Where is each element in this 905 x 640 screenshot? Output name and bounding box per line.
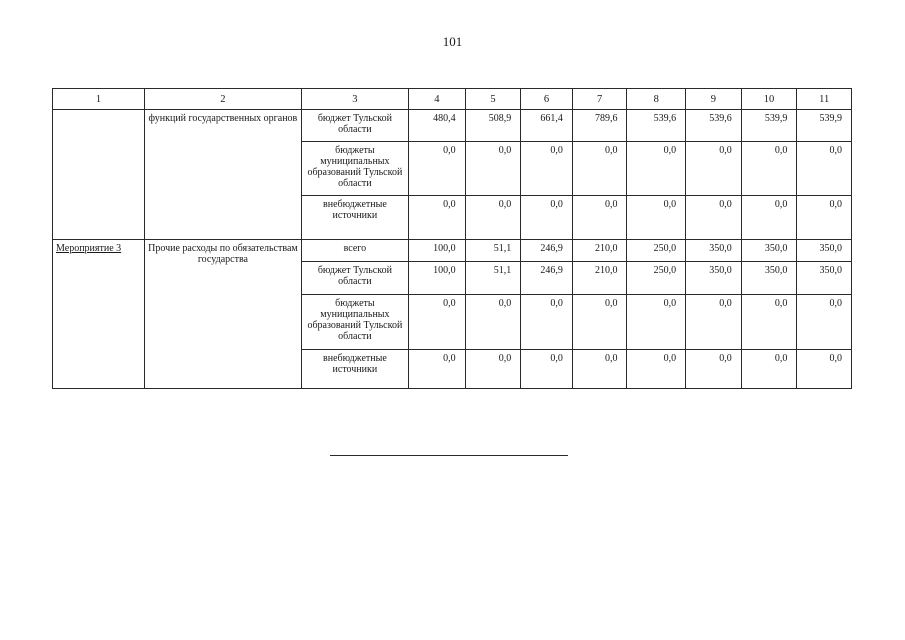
header-cell: 10 <box>741 89 797 110</box>
value-cell: 0,0 <box>741 295 797 350</box>
header-cell: 1 <box>53 89 145 110</box>
header-cell: 7 <box>572 89 627 110</box>
value-cell: 789,6 <box>572 110 627 142</box>
value-cell: 0,0 <box>521 142 573 196</box>
source-cell: внебюджетные источники <box>301 350 408 389</box>
value-cell: 0,0 <box>797 196 852 240</box>
value-cell: 539,9 <box>797 110 852 142</box>
value-cell: 539,6 <box>686 110 742 142</box>
header-cell: 6 <box>521 89 573 110</box>
source-cell: бюджеты муниципальных образований Тульской области <box>301 142 408 196</box>
value-cell: 0,0 <box>627 295 686 350</box>
value-cell: 0,0 <box>797 295 852 350</box>
value-cell: 246,9 <box>521 262 573 295</box>
value-cell: 51,1 <box>465 262 521 295</box>
value-cell: 210,0 <box>572 240 627 262</box>
value-cell: 0,0 <box>465 295 521 350</box>
page-number: 101 <box>442 34 463 49</box>
event-label: Мероприятие 3 <box>56 243 122 254</box>
value-cell: 0,0 <box>572 196 627 240</box>
value-cell: 0,0 <box>741 142 797 196</box>
value-cell: 0,0 <box>572 295 627 350</box>
value-cell: 539,6 <box>627 110 686 142</box>
table-row <box>53 110 852 142</box>
value-cell: 0,0 <box>572 350 627 389</box>
value-cell: 0,0 <box>686 350 742 389</box>
value-cell: 51,1 <box>465 240 521 262</box>
source-cell: бюджет Тульской области <box>301 110 408 142</box>
value-cell: 350,0 <box>686 240 742 262</box>
value-cell: 0,0 <box>627 350 686 389</box>
value-cell: 100,0 <box>409 262 466 295</box>
value-cell: 0,0 <box>465 350 521 389</box>
value-cell: 0,0 <box>521 295 573 350</box>
header-cell: 8 <box>627 89 686 110</box>
value-cell: 0,0 <box>686 196 742 240</box>
value-cell: 508,9 <box>465 110 521 142</box>
header-cell: 11 <box>797 89 852 110</box>
value-cell: 0,0 <box>521 196 573 240</box>
value-cell: 210,0 <box>572 262 627 295</box>
value-cell: 350,0 <box>686 262 742 295</box>
value-cell: 0,0 <box>409 142 466 196</box>
value-cell: 100,0 <box>409 240 466 262</box>
budget-table <box>52 88 852 389</box>
value-cell: 0,0 <box>572 142 627 196</box>
value-cell: 250,0 <box>627 262 686 295</box>
header-cell: 4 <box>409 89 466 110</box>
value-cell: 0,0 <box>686 295 742 350</box>
value-cell: 350,0 <box>741 262 797 295</box>
value-cell: 0,0 <box>686 142 742 196</box>
value-cell: 0,0 <box>797 142 852 196</box>
value-cell: 0,0 <box>521 350 573 389</box>
description-cell: функций государственных органов <box>145 110 302 240</box>
value-cell: 0,0 <box>797 350 852 389</box>
value-cell: 0,0 <box>627 142 686 196</box>
source-cell: всего <box>301 240 408 262</box>
value-cell: 0,0 <box>409 295 466 350</box>
source-cell: внебюджетные источники <box>301 196 408 240</box>
value-cell: 0,0 <box>409 196 466 240</box>
value-cell: 0,0 <box>627 196 686 240</box>
value-cell: 0,0 <box>741 350 797 389</box>
table-row <box>53 240 852 262</box>
table-header-row <box>53 89 852 110</box>
header-cell: 3 <box>301 89 408 110</box>
value-cell: 0,0 <box>741 196 797 240</box>
value-cell: 0,0 <box>409 350 466 389</box>
value-cell: 661,4 <box>521 110 573 142</box>
source-cell: бюджет Тульской области <box>301 262 408 295</box>
value-cell: 250,0 <box>627 240 686 262</box>
value-cell: 350,0 <box>797 240 852 262</box>
source-cell: бюджеты муниципальных образований Тульской области <box>301 295 408 350</box>
header-cell: 9 <box>686 89 742 110</box>
header-cell: 5 <box>465 89 521 110</box>
description-cell: Прочие расходы по обязательствам государства <box>145 240 302 389</box>
value-cell: 539,9 <box>741 110 797 142</box>
value-cell: 0,0 <box>465 142 521 196</box>
value-cell: 350,0 <box>741 240 797 262</box>
event-cell <box>53 110 145 240</box>
value-cell: 0,0 <box>465 196 521 240</box>
signature-line <box>330 455 568 456</box>
header-cell: 2 <box>145 89 302 110</box>
value-cell: 246,9 <box>521 240 573 262</box>
value-cell: 350,0 <box>797 262 852 295</box>
event-cell <box>53 240 145 389</box>
value-cell: 480,4 <box>409 110 466 142</box>
